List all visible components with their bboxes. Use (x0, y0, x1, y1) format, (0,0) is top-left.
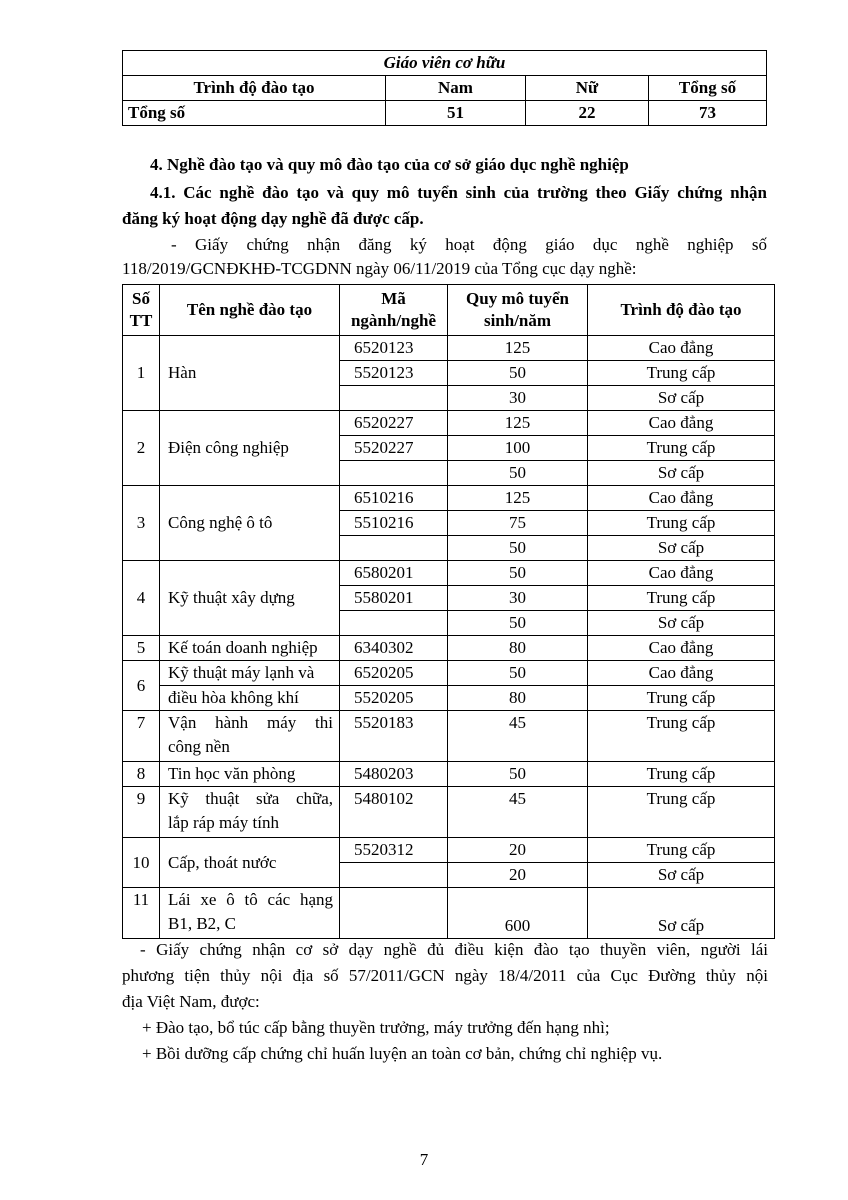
row-level: Trung cấp (588, 838, 775, 863)
teacher-header-level: Trình độ đào tạo (123, 76, 386, 101)
row-scale: 50 (448, 461, 588, 486)
row-scale: 50 (448, 762, 588, 787)
header-stt-line1: Số (132, 289, 150, 308)
teacher-header-male: Nam (386, 76, 526, 101)
row-level: Cao đẳng (588, 661, 775, 686)
header-code-line2: ngành/nghề (350, 311, 437, 330)
row-name: Kỹ thuật xây dựng (160, 561, 340, 636)
row-scale: 50 (448, 361, 588, 386)
table-row (123, 411, 775, 436)
table-row (123, 661, 775, 686)
row-code (340, 536, 448, 561)
row-name-line1: Kỹ thuật sửa chữa, (168, 789, 333, 808)
header-code (340, 285, 448, 336)
row-stt: 2 (123, 411, 160, 486)
row-name (160, 711, 340, 762)
table-row (123, 686, 775, 711)
subsection-line-1: 4.1. Các nghề đào tạo và quy mô tuyển sinh của trường theo Giấy chứng nhận (150, 183, 767, 202)
row-stt: 10 (123, 838, 160, 888)
after-line-1: - Giấy chứng nhận cơ sở dạy nghề đủ điều kiện đào tạo thuyền viên, người lái (140, 940, 768, 959)
row-scale: 125 (448, 411, 588, 436)
row-name-line2: công nền (168, 737, 230, 756)
row-level: Trung cấp (588, 511, 775, 536)
row-name-line1: Kỹ thuật máy lạnh và (160, 661, 340, 686)
row-stt: 1 (123, 336, 160, 411)
row-code: 5580201 (340, 586, 448, 611)
row-level: Cao đẳng (588, 336, 775, 361)
row-code (340, 863, 448, 888)
subsection-line-2: đăng ký hoạt động dạy nghề đã được cấp. (122, 209, 424, 228)
table-row (123, 762, 775, 787)
header-level: Trình độ đào tạo (588, 285, 775, 336)
teacher-total-male: 51 (386, 101, 526, 126)
page-number: 7 (419, 1150, 429, 1169)
row-name-line2: điều hòa không khí (160, 686, 340, 711)
row-level: Sơ cấp (588, 536, 775, 561)
row-code: 5480203 (340, 762, 448, 787)
row-code (340, 386, 448, 411)
row-level: Cao đẳng (588, 561, 775, 586)
row-level: Sơ cấp (588, 611, 775, 636)
teacher-header-female: Nữ (526, 76, 649, 101)
row-level: Cao đẳng (588, 486, 775, 511)
row-stt: 7 (123, 711, 160, 762)
row-level: Trung cấp (588, 436, 775, 461)
row-code: 5520312 (340, 838, 448, 863)
header-scale (448, 285, 588, 336)
row-scale: 50 (448, 611, 588, 636)
row-code: 6520227 (340, 411, 448, 436)
row-name: Hàn (160, 336, 340, 411)
row-level: Cao đẳng (588, 411, 775, 436)
table-row (123, 486, 775, 511)
row-scale: 45 (448, 787, 588, 838)
bullet-1: + Đào tạo, bổ túc cấp bằng thuyền trưởng, máy trưởng đến hạng nhì; (142, 1018, 610, 1037)
header-scale-line2: sinh/năm (483, 311, 552, 330)
row-scale: 30 (448, 586, 588, 611)
row-scale: 20 (448, 838, 588, 863)
row-code: 5520123 (340, 361, 448, 386)
row-level: Trung cấp (588, 586, 775, 611)
table-row (123, 838, 775, 863)
row-name: Điện công nghiệp (160, 411, 340, 486)
row-stt: 3 (123, 486, 160, 561)
row-code: 5510216 (340, 511, 448, 536)
table-row (123, 888, 775, 939)
row-code: 5480102 (340, 787, 448, 838)
row-name-line2: lắp ráp máy tính (168, 813, 279, 832)
row-code: 6510216 (340, 486, 448, 511)
row-code: 5520183 (340, 711, 448, 762)
row-name: Công nghệ ô tô (160, 486, 340, 561)
row-name-line2: B1, B2, C (168, 914, 237, 933)
teacher-table-title: Giáo viên cơ hữu (123, 51, 767, 76)
row-name (160, 787, 340, 838)
table-row (123, 787, 775, 838)
row-scale: 75 (448, 511, 588, 536)
row-code: 6520123 (340, 336, 448, 361)
table-row (123, 336, 775, 361)
row-stt: 5 (123, 636, 160, 661)
teacher-total-female: 22 (526, 101, 649, 126)
header-stt (123, 285, 160, 336)
after-line-2: phương tiện thủy nội địa số 57/2011/GCN ngày 18/4/2011 của Cục Đường thủy nội (122, 966, 768, 985)
header-scale-line1: Quy mô tuyển (466, 289, 569, 308)
row-level: Sơ cấp (588, 461, 775, 486)
row-name: Kế toán doanh nghiệp (160, 636, 340, 661)
row-scale: 45 (448, 711, 588, 762)
row-level: Sơ cấp (588, 863, 775, 888)
row-scale: 50 (448, 661, 588, 686)
section-heading: 4. Nghề đào tạo và quy mô đào tạo của cơ sở giáo dục nghề nghiệp (150, 155, 629, 174)
header-code-line1: Mã (381, 289, 406, 308)
table-row (123, 561, 775, 586)
row-code (340, 888, 448, 939)
header-name: Tên nghề đào tạo (160, 285, 340, 336)
header-stt-line2: TT (129, 311, 153, 330)
row-scale: 50 (448, 536, 588, 561)
row-code: 6520205 (340, 661, 448, 686)
row-name: Tin học văn phòng (160, 762, 340, 787)
bullet-2: + Bồi dưỡng cấp chứng chỉ huấn luyện an toàn cơ bản, chứng chỉ nghiệp vụ. (142, 1044, 663, 1063)
row-scale: 125 (448, 336, 588, 361)
row-level: Trung cấp (588, 762, 775, 787)
table-row (123, 711, 775, 762)
row-stt: 6 (123, 661, 160, 711)
teacher-total-label: Tổng số (123, 101, 386, 126)
row-name: Cấp, thoát nước (160, 838, 340, 888)
row-name-line1: Vận hành máy thi (168, 713, 333, 732)
row-scale: 80 (448, 636, 588, 661)
row-code (340, 611, 448, 636)
cert-line-1: - Giấy chứng nhận đăng ký hoạt động giáo dục nghề nghiệp số (171, 235, 767, 254)
row-name-line1: Lái xe ô tô các hạng (168, 890, 333, 909)
programs-table (122, 284, 775, 939)
row-scale: 125 (448, 486, 588, 511)
row-level: Trung cấp (588, 686, 775, 711)
row-level: Sơ cấp (588, 888, 775, 939)
teacher-table (122, 50, 767, 126)
table-row (123, 636, 775, 661)
row-code: 5520227 (340, 436, 448, 461)
row-level: Cao đẳng (588, 636, 775, 661)
teacher-header-total: Tổng số (649, 76, 767, 101)
row-stt: 4 (123, 561, 160, 636)
row-scale: 30 (448, 386, 588, 411)
row-stt: 8 (123, 762, 160, 787)
row-scale: 80 (448, 686, 588, 711)
teacher-total-all: 73 (649, 101, 767, 126)
row-level: Trung cấp (588, 787, 775, 838)
row-scale: 600 (448, 888, 588, 939)
row-name (160, 888, 340, 939)
row-scale: 50 (448, 561, 588, 586)
row-level: Trung cấp (588, 361, 775, 386)
row-code: 6580201 (340, 561, 448, 586)
row-level: Sơ cấp (588, 386, 775, 411)
row-scale: 20 (448, 863, 588, 888)
row-level: Trung cấp (588, 711, 775, 762)
row-stt: 11 (123, 888, 160, 939)
row-code (340, 461, 448, 486)
row-stt: 9 (123, 787, 160, 838)
after-line-3: địa Việt Nam, được: (122, 992, 260, 1011)
row-code: 6340302 (340, 636, 448, 661)
row-code: 5520205 (340, 686, 448, 711)
row-scale: 100 (448, 436, 588, 461)
cert-line-2: 118/2019/GCNĐKHĐ-TCGDNN ngày 06/11/2019 của Tổng cục dạy nghề: (122, 259, 637, 278)
